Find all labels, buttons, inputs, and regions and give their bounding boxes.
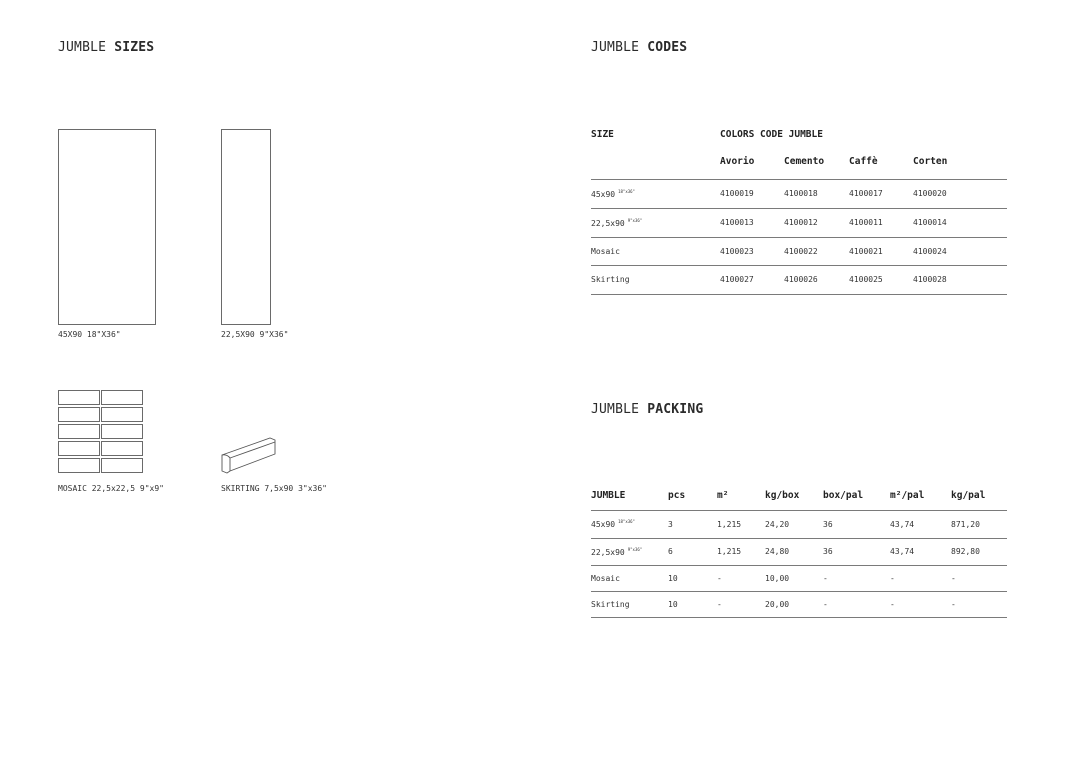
packing-cell: 6 [668, 538, 717, 565]
row-name-label: Mosaic [591, 565, 668, 591]
packing-cell: - [890, 565, 951, 591]
mosaic-cell [101, 407, 143, 422]
row-name-label: 45x90 [591, 520, 616, 529]
mosaic-cell [58, 441, 100, 456]
mosaic-cell [58, 424, 100, 439]
code-cell: 4100018 [784, 179, 849, 208]
mosaic-cell [101, 441, 143, 456]
code-cell: 4100012 [784, 208, 849, 237]
packing-cell: - [823, 565, 890, 591]
packing-cell: - [951, 591, 1007, 617]
packing-header: pcs [668, 482, 717, 510]
mosaic-grid [58, 390, 144, 475]
code-cell: 4100021 [849, 237, 913, 265]
packing-cell: 10 [668, 565, 717, 591]
color-header: Avorio [720, 145, 784, 179]
row-size-label: 22,5x90 [591, 218, 625, 228]
row-name-sup: 9"x36" [627, 546, 643, 552]
row-size-label: Skirting [591, 265, 720, 294]
code-cell: 4100022 [784, 237, 849, 265]
codes-table [591, 123, 1007, 295]
code-cell: 4100024 [913, 237, 1007, 265]
tile-45x90-shape [58, 129, 156, 325]
table-row [591, 208, 1007, 237]
row-size-label: 45x90 [591, 189, 616, 199]
packing-cell: - [951, 565, 1007, 591]
tile-45x90-caption: 45X90 18"X36" [58, 330, 121, 339]
codes-heading: JUMBLE CODES [591, 40, 688, 55]
packing-header: box/pal [823, 482, 890, 510]
packing-cell: 3 [668, 510, 717, 538]
row-name-label: 22,5x90 [591, 547, 625, 557]
code-cell: 4100020 [913, 179, 1007, 208]
code-cell: 4100011 [849, 208, 913, 237]
packing-heading: JUMBLE PACKING [591, 402, 704, 417]
packing-cell: 10 [668, 591, 717, 617]
sizes-heading: JUMBLE SIZES [58, 40, 155, 55]
packing-header: kg/box [765, 482, 823, 510]
code-cell: 4100027 [720, 265, 784, 294]
packing-cell: 871,20 [951, 510, 1007, 538]
table-row [591, 265, 1007, 294]
packing-cell: - [823, 591, 890, 617]
packing-cell: 1,215 [717, 510, 765, 538]
mosaic-cell [58, 390, 100, 405]
packing-cell: 36 [823, 510, 890, 538]
table-row [591, 538, 1007, 565]
code-cell: 4100014 [913, 208, 1007, 237]
packing-header: JUMBLE [591, 482, 668, 510]
mosaic-cell [58, 407, 100, 422]
packing-table [591, 482, 1007, 618]
code-cell: 4100017 [849, 179, 913, 208]
color-header: Caffè [849, 145, 913, 179]
tile-22x90-caption: 22,5X90 9"X36" [221, 330, 289, 339]
mosaic-cell [101, 458, 143, 473]
packing-cell: - [717, 565, 765, 591]
mosaic-cell [58, 458, 100, 473]
code-cell: 4100026 [784, 265, 849, 294]
table-row [591, 565, 1007, 591]
row-size-sup: 9"x36" [627, 217, 643, 223]
table-row [591, 179, 1007, 208]
tile-22x90-shape [221, 129, 271, 325]
color-header: Cemento [784, 145, 849, 179]
packing-cell: - [890, 591, 951, 617]
packing-cell: 1,215 [717, 538, 765, 565]
skirting-caption: SKIRTING 7,5x90 3"x36" [221, 484, 327, 493]
packing-cell: 24,20 [765, 510, 823, 538]
packing-cell: 20,00 [765, 591, 823, 617]
codes-size-header: SIZE [591, 128, 614, 140]
mosaic-cell [101, 390, 143, 405]
packing-cell: 43,74 [890, 538, 951, 565]
code-cell: 4100025 [849, 265, 913, 294]
code-cell: 4100028 [913, 265, 1007, 294]
mosaic-cell [101, 424, 143, 439]
skirting-drawing [218, 434, 280, 476]
packing-header: m² [717, 482, 765, 510]
row-name-label: Skirting [591, 591, 668, 617]
color-header: Corten [913, 145, 1007, 179]
packing-header: m²/pal [890, 482, 951, 510]
packing-cell: 10,00 [765, 565, 823, 591]
table-row [591, 510, 1007, 538]
row-size-label: Mosaic [591, 237, 720, 265]
packing-cell: 36 [823, 538, 890, 565]
codes-group-header: COLORS CODE JUMBLE [720, 128, 823, 140]
code-cell: 4100013 [720, 208, 784, 237]
packing-header: kg/pal [951, 482, 1007, 510]
code-cell: 4100023 [720, 237, 784, 265]
row-name-sup: 18"x36" [618, 519, 635, 524]
packing-cell: 892,80 [951, 538, 1007, 565]
row-size-sup: 18"x36" [618, 188, 635, 194]
mosaic-caption: MOSAIC 22,5x22,5 9"x9" [58, 484, 164, 493]
table-row [591, 591, 1007, 617]
table-row [591, 237, 1007, 265]
packing-cell: - [717, 591, 765, 617]
packing-cell: 24,80 [765, 538, 823, 565]
packing-cell: 43,74 [890, 510, 951, 538]
code-cell: 4100019 [720, 179, 784, 208]
